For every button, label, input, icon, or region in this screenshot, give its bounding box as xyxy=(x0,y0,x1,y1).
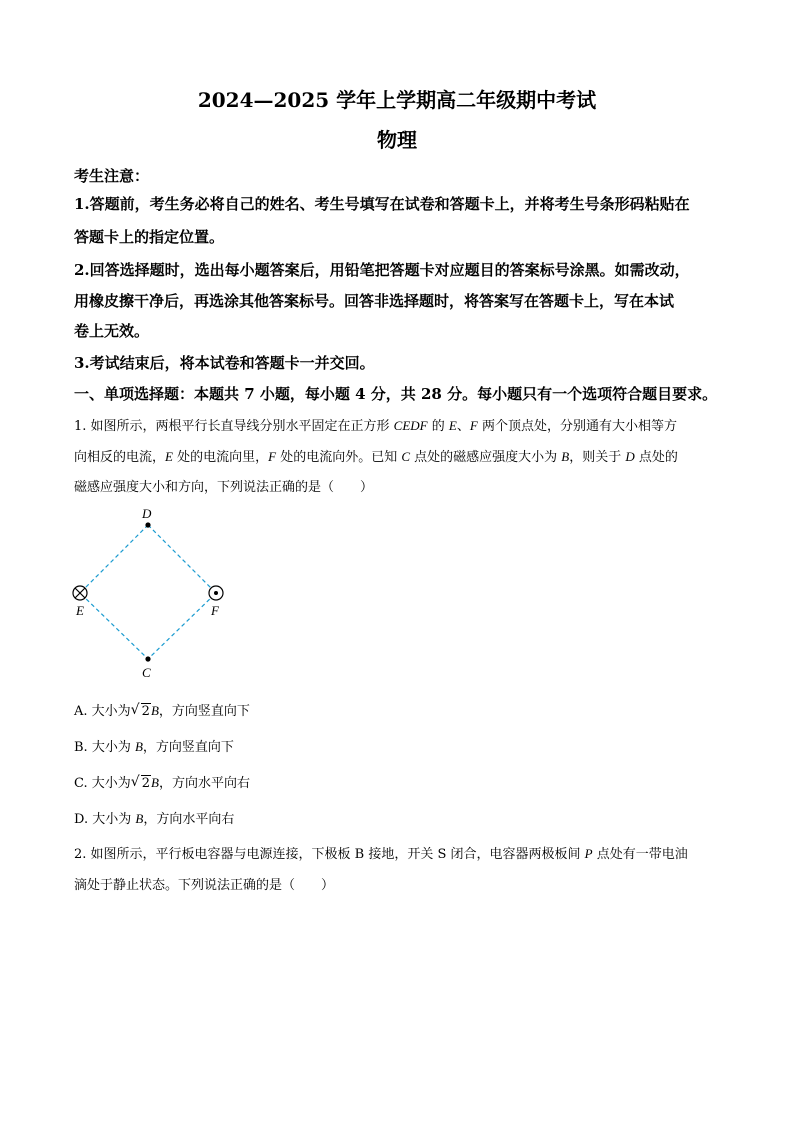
current-into-page-icon xyxy=(73,586,87,600)
label-f: F xyxy=(211,603,219,618)
q1-text: 向相反的电流， xyxy=(74,450,166,465)
q1-text: 1. 如图所示，两根平行长直导线分别水平固定在正方形 xyxy=(74,419,394,434)
option-c-prefix: C. 大小为 xyxy=(74,776,131,791)
option-a-radicand: 2 xyxy=(141,704,150,719)
q1-text: 点处的磁感应强度大小为 xyxy=(410,450,562,465)
current-out-of-page-icon xyxy=(209,586,223,600)
notice-item-3: 3.考试结束后，将本试卷和答题卡一并交回。 xyxy=(74,354,375,372)
q1-text: 的 xyxy=(427,419,449,434)
option-d-var: B xyxy=(135,811,144,826)
option-b-var: B xyxy=(134,739,143,754)
q1-var: F xyxy=(268,449,277,464)
q1-var: D xyxy=(625,449,635,464)
q2-var: P xyxy=(584,846,593,861)
q1-var: F xyxy=(469,418,478,433)
q1-text: ，则关于 xyxy=(569,450,626,465)
q1-var: E xyxy=(448,418,457,433)
question-2-line-2: 滴处于静止状态。下列说法正确的是（ ） xyxy=(74,878,335,893)
section-1-heading: 一、单项选择题：本题共 7 小题，每小题 4 分，共 28 分。每小题只有一个选项符合题目要求。 xyxy=(74,385,718,403)
question-1-line-1 xyxy=(74,415,677,434)
label-e: E xyxy=(76,603,84,618)
notice-item-2-line-2: 用橡皮擦干净后，再选涂其他答案标号。回答非选择题时，将答案写在答题卡上，写在本试 xyxy=(74,292,675,310)
question-1-line-2 xyxy=(74,446,678,465)
q1-var: E xyxy=(165,449,173,464)
q1-text: 处的电流向外。已知 xyxy=(276,450,402,465)
option-c[interactable] xyxy=(74,772,250,791)
notice-heading: 考生注意： xyxy=(74,167,150,185)
option-c-radicand: 2 xyxy=(141,776,151,791)
option-b-prefix: B. 大小为 xyxy=(74,740,135,755)
question-2-line-1 xyxy=(74,843,688,862)
option-d-prefix: D. 大小为 xyxy=(74,812,136,827)
label-c: C xyxy=(142,665,151,680)
q1-text: 、 xyxy=(456,419,470,434)
q1-text: 处的电流向里， xyxy=(172,450,269,465)
option-b[interactable] xyxy=(74,736,234,755)
q1-var: CEDF xyxy=(393,418,428,433)
option-a-var: B xyxy=(150,703,159,718)
notice-item-2-line-3: 卷上无效。 xyxy=(74,322,150,340)
point-c-dot xyxy=(145,656,150,661)
option-a[interactable] xyxy=(74,700,250,719)
q2-text: 点处有一带电油 xyxy=(592,847,688,862)
exam-subject: 物理 xyxy=(377,128,417,152)
sqrt-symbol: √ 2 xyxy=(130,774,151,791)
option-d-suffix: ，方向水平向右 xyxy=(143,812,235,827)
notice-item-2-line-1: 2.回答选择题时，选出每小题答案后，用铅笔把答题卡对应题目的答案标号涂黑。如需改动， xyxy=(74,261,690,279)
option-a-prefix: A. 大小为 xyxy=(74,704,131,719)
q2-text: 2. 如图所示，平行板电容器与电源连接，下极板 B 接地，开关 S 闭合，电容器两极板间 xyxy=(74,847,585,862)
square-cedf-outline xyxy=(80,525,216,659)
option-a-suffix: ，方向竖直向下 xyxy=(158,704,250,719)
exam-title: 2024—2025 学年上学期高二年级期中考试 xyxy=(197,88,597,112)
option-b-suffix: ，方向竖直向下 xyxy=(142,740,234,755)
option-d[interactable] xyxy=(74,808,234,827)
q1-var: C xyxy=(401,449,410,464)
option-c-suffix: ，方向水平向右 xyxy=(158,776,250,791)
question-1-line-3: 磁感应强度大小和方向，下列说法正确的是（ ） xyxy=(74,480,374,495)
q1-var: B xyxy=(561,449,570,464)
label-d: D xyxy=(142,506,152,521)
notice-item-1-line-2: 答题卡上的指定位置。 xyxy=(74,228,225,246)
option-c-var: B xyxy=(151,775,159,790)
sqrt-symbol: √ 2 xyxy=(130,702,150,719)
q1-text: 两个顶点处，分别通有大小相等方 xyxy=(477,419,677,434)
notice-item-1-line-1: 1.答题前，考生务必将自己的姓名、考生号填写在试卷和答题卡上，并将考生号条形码粘贴在 xyxy=(74,195,690,213)
q1-square-figure xyxy=(60,500,250,690)
point-d-dot xyxy=(145,522,150,527)
q1-text: 点处的 xyxy=(634,450,678,465)
